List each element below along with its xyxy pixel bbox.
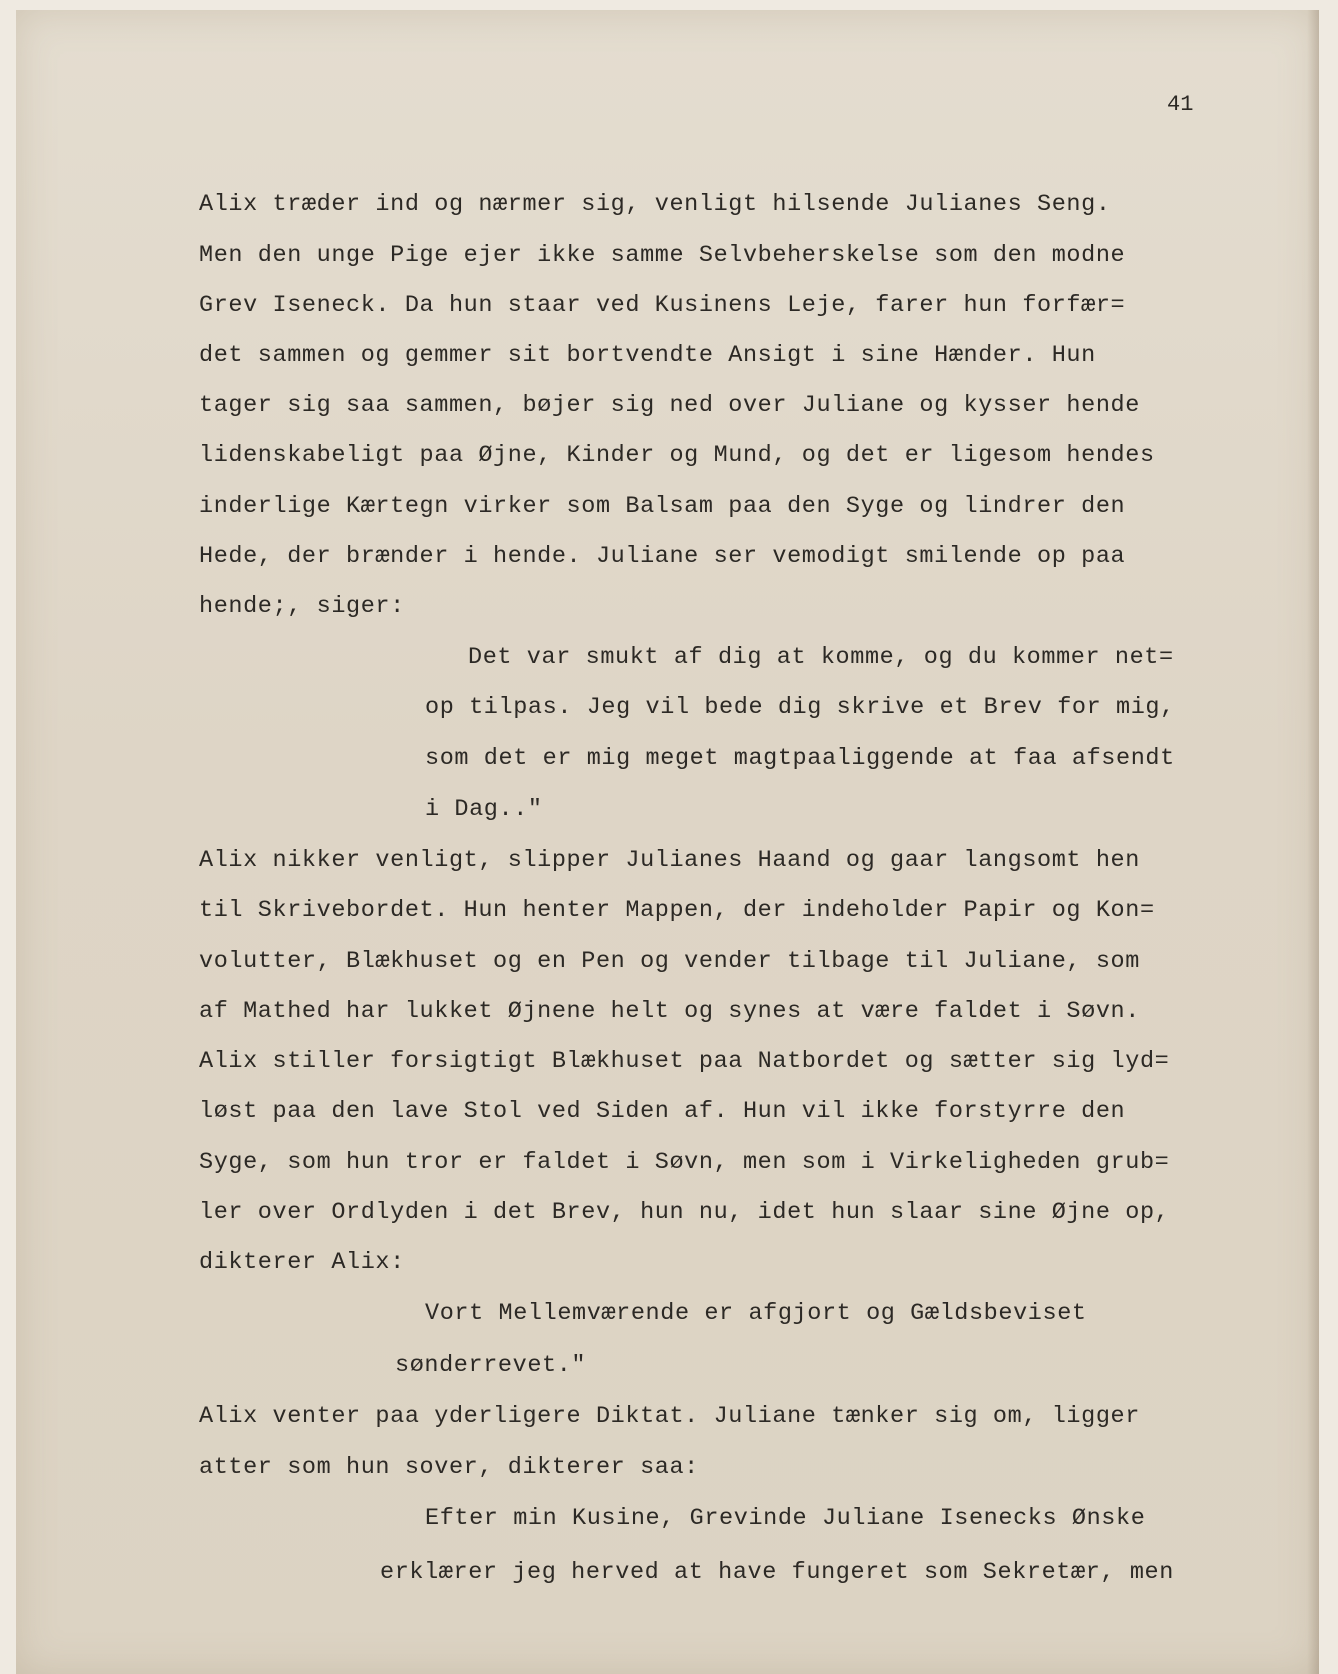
text-line: Alix nikker venligt, slipper Julianes Haand og gaar langsomt hen — [199, 847, 1140, 874]
text-line: lidenskabeligt paa Øjne, Kinder og Mund, og det er ligesom hendes — [199, 442, 1155, 469]
text-line: af Mathed har lukket Øjnene helt og synes at være faldet i Søvn. — [199, 998, 1140, 1025]
text-line: hende;, siger: — [199, 593, 405, 620]
text-line: volutter, Blækhuset og en Pen og vender tilbage til Juliane, som — [199, 948, 1140, 975]
quote-line: sønderrevet." — [395, 1352, 587, 1379]
text-line: Men den unge Pige ejer ikke samme Selvbeherskelse som den modne — [199, 242, 1126, 269]
text-line: dikterer Alix: — [199, 1249, 405, 1276]
text-line: atter som hun sover, dikterer saa: — [199, 1454, 699, 1481]
page-number: 41 — [1167, 92, 1194, 117]
text-line: Hede, der brænder i hende. Juliane ser vemodigt smilende op paa — [199, 543, 1126, 570]
text-line: det sammen og gemmer sit bortvendte Ansigt i sine Hænder. Hun — [199, 342, 1096, 369]
quote-line: Vort Mellemværende er afgjort og Gældsbeviset — [425, 1300, 1087, 1327]
text-line: Grev Iseneck. Da hun staar ved Kusinens Leje, farer hun forfær= — [199, 292, 1126, 319]
page-edge-shadow — [1307, 10, 1319, 1674]
text-line: til Skrivebordet. Hun henter Mappen, der indeholder Papir og Kon= — [199, 897, 1155, 924]
text-line: inderlige Kærtegn virker som Balsam paa den Syge og lindrer den — [199, 493, 1126, 520]
quote-line: som det er mig meget magtpaaliggende at faa afsendt — [425, 745, 1175, 772]
text-line: Alix træder ind og nærmer sig, venligt hilsende Julianes Seng. — [199, 191, 1111, 218]
text-line: tager sig saa sammen, bøjer sig ned over Juliane og kysser hende — [199, 392, 1140, 419]
quote-line: Det var smukt af dig at komme, og du kommer net= — [468, 644, 1174, 671]
text-line: Syge, som hun tror er faldet i Søvn, men som i Virkeligheden grub= — [199, 1149, 1170, 1176]
text-line: ler over Ordlyden i det Brev, hun nu, idet hun slaar sine Øjne op, — [199, 1199, 1170, 1226]
text-line: løst paa den lave Stol ved Siden af. Hun vil ikke forstyrre den — [199, 1098, 1126, 1125]
quote-line: erklærer jeg herved at have fungeret som Sekretær, men — [380, 1559, 1174, 1586]
quote-line: Efter min Kusine, Grevinde Juliane Isenecks Ønske — [425, 1505, 1146, 1532]
quote-line: op tilpas. Jeg vil bede dig skrive et Brev for mig, — [425, 694, 1175, 721]
quote-line: i Dag.." — [425, 796, 543, 823]
text-line: Alix stiller forsigtigt Blækhuset paa Natbordet og sætter sig lyd= — [199, 1048, 1170, 1075]
text-line: Alix venter paa yderligere Diktat. Juliane tænker sig om, ligger — [199, 1403, 1140, 1430]
